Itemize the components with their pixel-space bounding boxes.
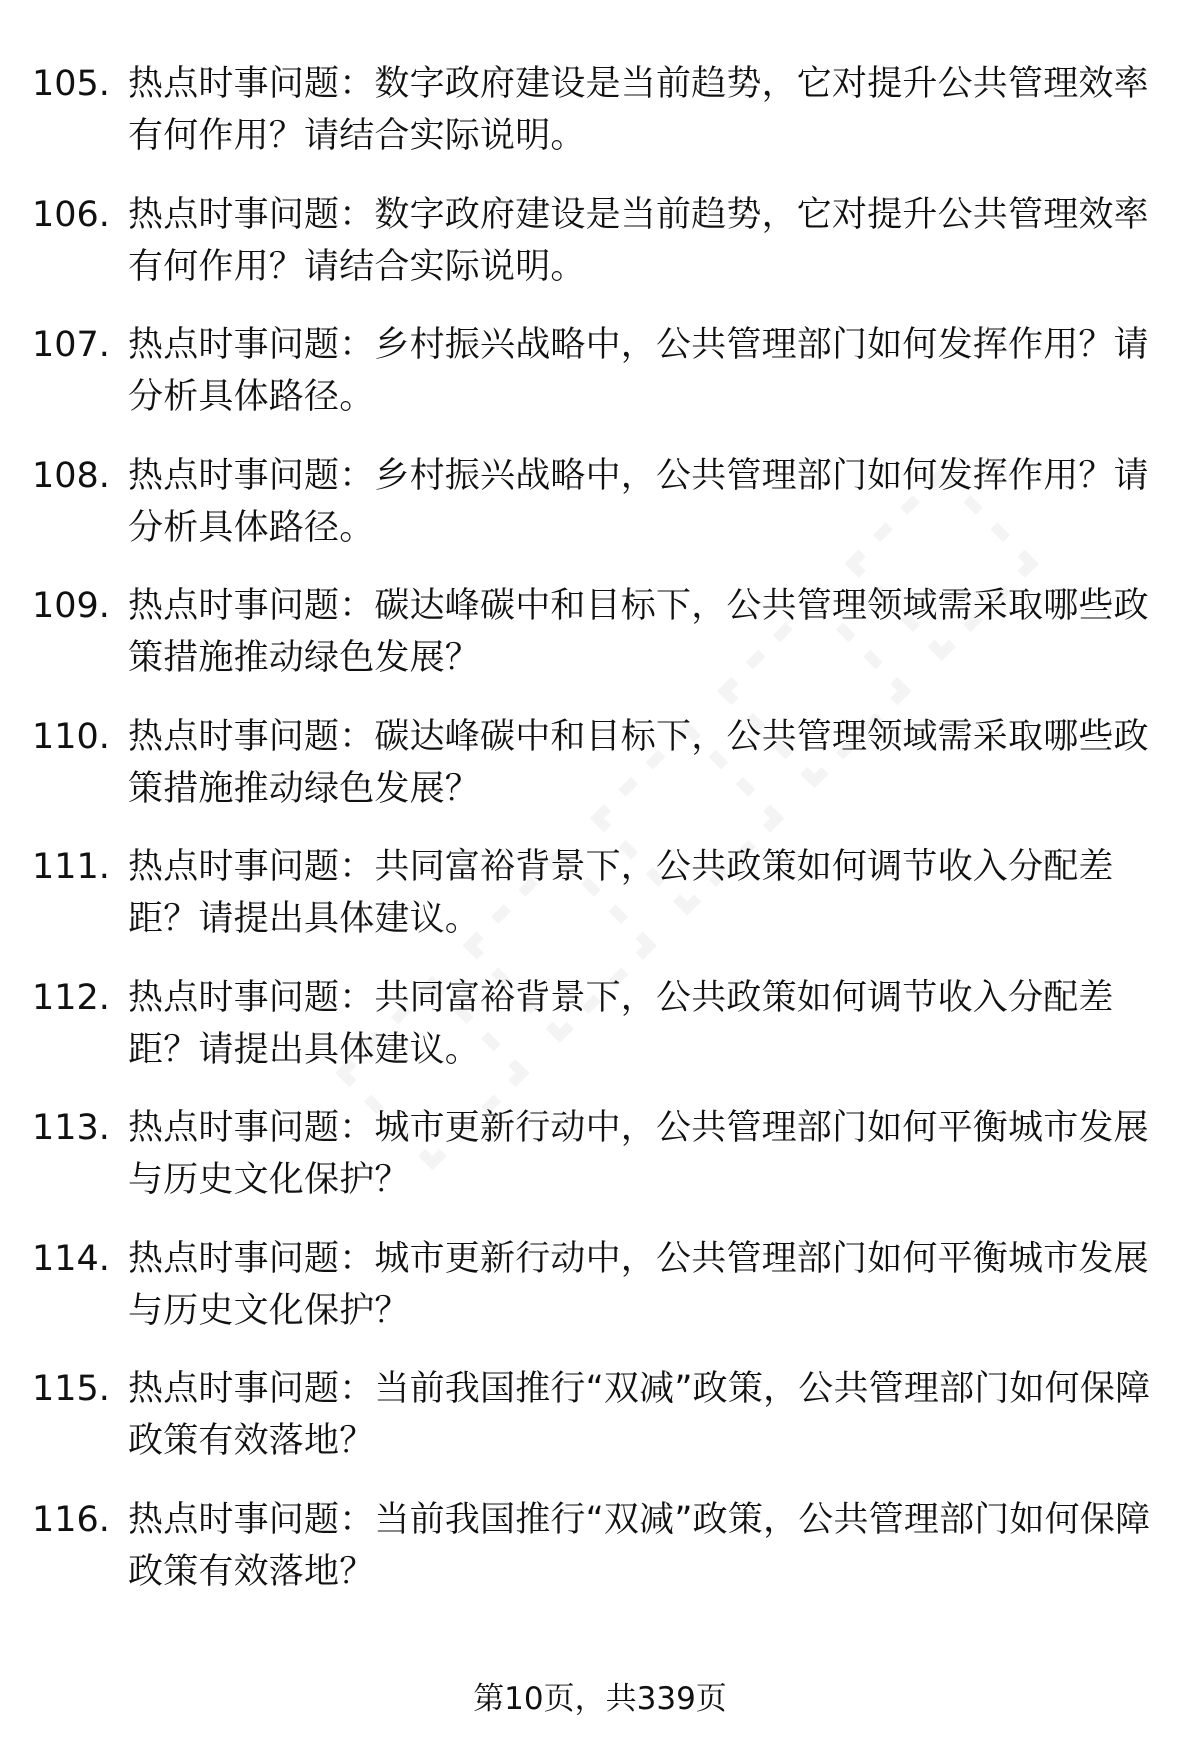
- question-number: 114.: [32, 1238, 110, 1279]
- question-number: 105.: [32, 64, 110, 104]
- question-text: 热点时事问题：城市更新行动中，公共管理部门如何平衡城市发展与历史文化保护？: [128, 1108, 1149, 1200]
- question-text: 热点时事问题：乡村振兴战略中，公共管理部门如何发挥作用？请分析具体路径。: [128, 455, 1149, 548]
- question-number: 108.: [32, 455, 110, 496]
- question-text: 热点时事问题：碳达峰碳中和目标下，公共管理领域需采取哪些政策措施推动绿色发展？: [128, 586, 1149, 678]
- question-item: [0, 1233, 1200, 1364]
- question-list: [0, 58, 1200, 1624]
- question-text: 热点时事问题：数字政府建设是当前趋势，它对提升公共管理效率有何作用？请结合实际说明。: [128, 194, 1149, 287]
- question-item: [0, 450, 1200, 581]
- question-item: [0, 1363, 1200, 1494]
- question-number: 106.: [32, 194, 110, 235]
- question-item: [0, 972, 1200, 1103]
- question-item: [0, 841, 1200, 972]
- question-text: 热点时事问题：碳达峰碳中和目标下，公共管理领域需采取哪些政策措施推动绿色发展？: [128, 716, 1149, 809]
- question-number: 107.: [32, 325, 110, 365]
- question-item: [0, 1102, 1200, 1233]
- question-item: [0, 319, 1200, 450]
- question-item: [0, 58, 1200, 189]
- question-text: 热点时事问题：数字政府建设是当前趋势，它对提升公共管理效率有何作用？请结合实际说明。: [128, 64, 1149, 156]
- question-number: 111.: [32, 847, 110, 887]
- question-text: 热点时事问题：乡村振兴战略中，公共管理部门如何发挥作用？请分析具体路径。: [128, 325, 1149, 417]
- question-number: 116.: [32, 1499, 110, 1540]
- question-text: 热点时事问题：共同富裕背景下，公共政策如何调节收入分配差距？请提出具体建议。: [128, 847, 1114, 939]
- question-number: 110.: [32, 716, 110, 757]
- question-text: 热点时事问题：共同富裕背景下，公共政策如何调节收入分配差距？请提出具体建议。: [128, 977, 1114, 1070]
- question-number: 109.: [32, 586, 110, 626]
- question-item: [0, 1494, 1200, 1625]
- question-text: 热点时事问题：当前我国推行“双减”政策，公共管理部门如何保障政策有效落地？: [128, 1369, 1151, 1461]
- page-footer: 第10页，共339页: [473, 1681, 727, 1717]
- question-item: [0, 580, 1200, 711]
- question-text: 热点时事问题：城市更新行动中，公共管理部门如何平衡城市发展与历史文化保护？: [128, 1238, 1149, 1331]
- question-item: [0, 189, 1200, 320]
- question-number: 115.: [32, 1369, 110, 1409]
- question-number: 112.: [32, 977, 110, 1018]
- question-item: [0, 711, 1200, 842]
- question-text: 热点时事问题：当前我国推行“双减”政策，公共管理部门如何保障政策有效落地？: [128, 1499, 1151, 1592]
- question-number: 113.: [32, 1108, 110, 1148]
